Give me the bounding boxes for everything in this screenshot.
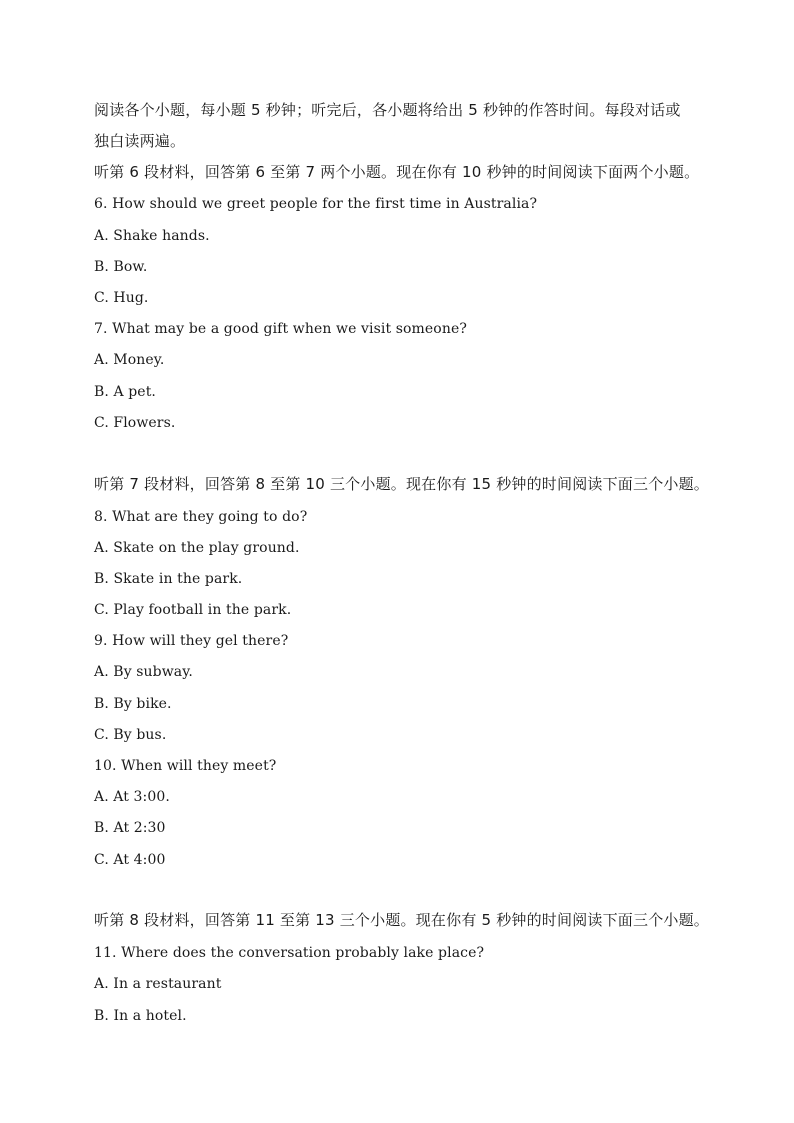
question-8-option-a: A. Skate on the play ground. [94,540,300,556]
question-10-option-a: A. At 3:00. [94,789,170,805]
question-11: 11. Where does the conversation probably lake place? [94,945,485,961]
question-10-option-c: C. At 4:00 [94,852,166,868]
question-9-option-c: C. By bus. [94,727,167,743]
question-6-option-a: A. Shake hands. [94,228,210,244]
question-11-option-a: A. In a restaurant [94,976,222,992]
section-6-header: 听第 6 段材料，回答第 6 至第 7 两个小题。现在你有 10 秒钟的时间阅读下面两个小题。 [94,163,700,181]
question-8-option-c: C. Play football in the park. [94,602,292,618]
question-6-option-c: C. Hug. [94,290,149,306]
question-10: 10. When will they meet? [94,758,277,774]
question-7-option-b: B. A pet. [94,384,156,400]
intro-line-1: 阅读各个小题，每小题 5 秒钟；听完后，各小题将给出 5 秒钟的作答时间。每段对话或 [94,101,681,119]
intro-line-2: 独白读两遍。 [94,132,186,150]
question-6-option-b: B. Bow. [94,259,148,275]
question-9-option-a: A. By subway. [94,664,193,680]
question-9: 9. How will they gel there? [94,633,289,649]
question-11-option-b: B. In a hotel. [94,1008,187,1024]
question-8-option-b: B. Skate in the park. [94,571,243,587]
question-7-option-c: C. Flowers. [94,415,176,431]
question-7-option-a: A. Money. [94,352,165,368]
question-7: 7. What may be a good gift when we visit someone? [94,321,467,337]
question-9-option-b: B. By bike. [94,696,172,712]
section-8-header: 听第 8 段材料，回答第 11 至第 13 三个小题。现在你有 5 秒钟的时间阅读下面三个小题。 [94,911,710,929]
question-8: 8. What are they going to do? [94,509,308,525]
question-6: 6. How should we greet people for the first time in Australia? [94,196,538,212]
question-10-option-b: B. At 2:30 [94,820,166,836]
section-7-header: 听第 7 段材料，回答第 8 至第 10 三个小题。现在你有 15 秒钟的时间阅读下面三个小题。 [94,475,710,493]
